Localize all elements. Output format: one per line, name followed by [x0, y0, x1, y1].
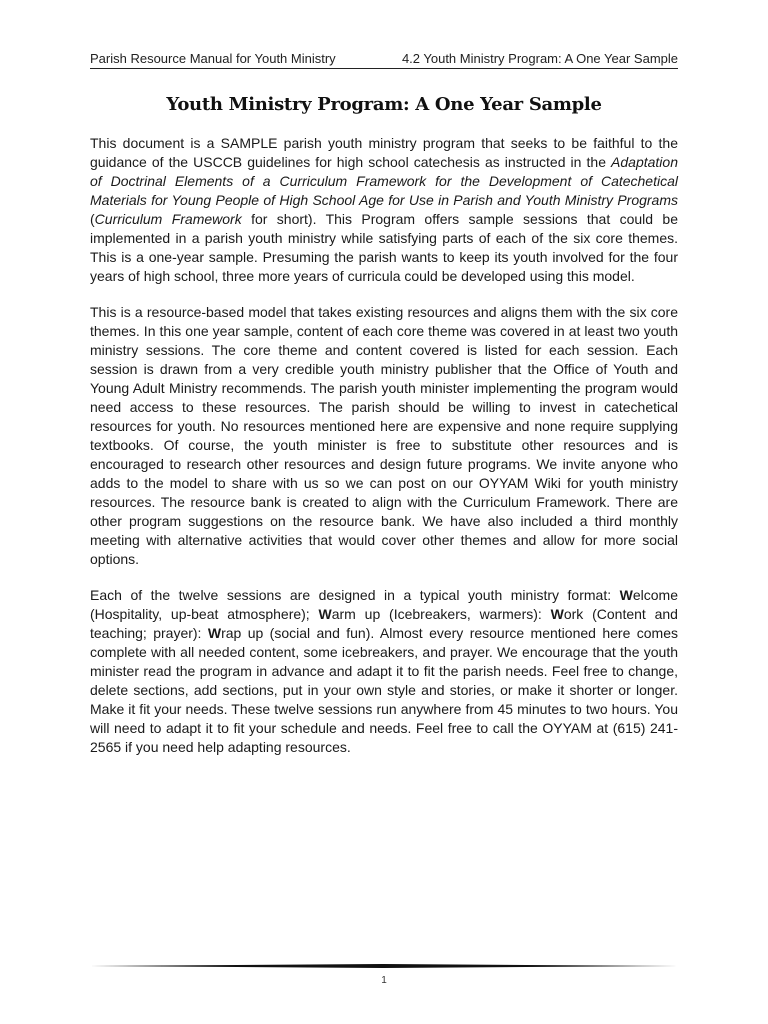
format-warmup-text: arm up (Icebreakers, warmers):	[331, 606, 551, 622]
curriculum-short-title: Curriculum Framework	[94, 211, 242, 227]
format-welcome-text: elcome (Hospitality, up-beat atmosphere);	[90, 587, 678, 622]
paragraph-intro-text-2: (	[90, 211, 95, 227]
format-letter-welcome: W	[619, 587, 633, 603]
header-right-section: 4.2 Youth Ministry Program: A One Year Sample	[401, 51, 678, 66]
curriculum-full-title: Adaptation of Doctrinal Elements of a Curriculum Framework for the Development of Catechetical Materials for Young People of High School Age for Use in Parish and Youth Ministry Programs	[90, 154, 678, 208]
paragraph-intro	[90, 134, 678, 286]
format-letter-work: W	[550, 606, 564, 622]
paragraph-intro-text-3: for short). This Program offers sample sessions that could be implemented in a parish youth ministry while satisfying parts of each of the six core themes. This is a one-year sample. Presuming the parish wants to keep its youth involved for the four years of high school, three more years of curricula could be developed using this model.	[90, 211, 678, 284]
document-title: Youth Ministry Program: A One Year Sample	[166, 94, 602, 115]
format-letter-wrapup: W	[207, 625, 222, 641]
footer-divider	[90, 964, 678, 968]
format-wrapup-text: rap up (social and fun). Almost every resource mentioned here comes complete with all needed content, some icebreakers, and prayer. We encourage that the youth minister read the program in advance and adapt it to fit the parish needs. Feel free to change, delete sections, add sections, put in your own style and stories, or make it shorter or longer. Make it fit your needs. These twelve sessions run anywhere from 45 minutes to two hours. You will need to adapt it to fit your schedule and needs. Feel free to call the OYYAM at (615) 241-2565 if you need help adapting resources.	[90, 625, 678, 755]
format-intro-text: Each of the twelve sessions are designed in a typical youth ministry format:	[90, 587, 620, 603]
page-number: 1	[381, 975, 387, 986]
format-work-text: ork (Content and teaching; prayer):	[90, 606, 678, 641]
paragraph-intro-text-1: This document is a SAMPLE parish youth ministry program that seeks to be faithful to the guidance of the USCCB guidelines for high school catechesis as instructed in the	[90, 135, 678, 170]
document-body	[90, 134, 678, 774]
header-left-title: Parish Resource Manual for Youth Ministry	[90, 51, 336, 66]
paragraph-resource-model: This is a resource-based model that takes existing resources and aligns them with the six core themes. In this one year sample, content of each core theme was covered in at least two youth ministry sessions. The core theme and content covered is listed for each session. Each session is drawn from a very credible youth ministry publisher that the Office of Youth and Young Adult Ministry recommends. The parish youth minister implementing the program would need access to these resources. The parish should be willing to invest in catechetical resources for youth. No resources mentioned here are expensive and none require supplying textbooks. Of course, the youth minister is free to substitute other resources and is encouraged to research other resources and design future programs. We invite anyone who adds to the model to share with us so we can post on our OYYAM Wiki for youth ministry resources. The resource bank is created to align with the Curriculum Framework. There are other program suggestions on the resource bank. We have also included a third monthly meeting with alternative activities that would cover other themes and allow for more social options.	[90, 304, 678, 567]
running-header	[90, 46, 678, 69]
format-letter-warmup: W	[318, 606, 332, 622]
paragraph-session-format	[90, 586, 678, 757]
